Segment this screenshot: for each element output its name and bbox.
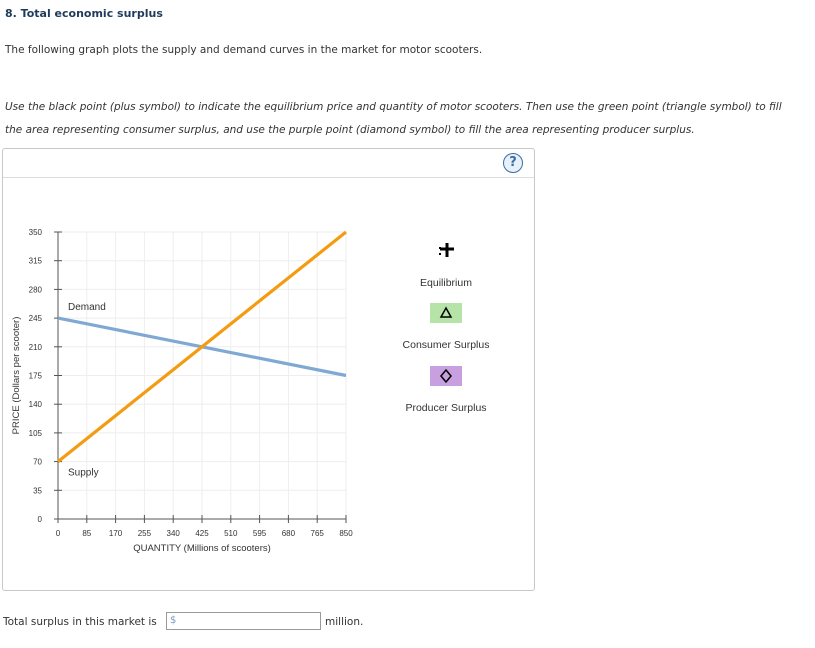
- graph-panel: [2, 148, 535, 591]
- question-title: 8. Total economic surplus: [5, 7, 163, 20]
- total-surplus-label: Total surplus in this market is: [3, 616, 157, 628]
- y-axis-label: PRICE (Dollars per scooter): [11, 316, 22, 435]
- x-tick-label: 595: [252, 529, 267, 538]
- total-surplus-input[interactable]: [181, 613, 319, 629]
- dollar-prefix: $: [170, 615, 177, 626]
- instructions-line-2: the area representing consumer surplus, and use the purple point (diamond symbol) to fill the area representing producer surplus.: [5, 124, 695, 136]
- intro-text: The following graph plots the supply and demand curves in the market for motor scooters.: [5, 44, 483, 56]
- triangle-icon: [430, 303, 462, 323]
- y-tick-label: 175: [28, 371, 42, 381]
- demand-label: Demand: [68, 302, 106, 314]
- x-tick-label: 0: [55, 529, 61, 538]
- diamond-icon: [430, 366, 462, 386]
- x-tick-label: 765: [310, 529, 324, 538]
- producer-surplus-label: Producer Surplus: [405, 402, 487, 414]
- x-tick-label: 425: [195, 529, 209, 538]
- y-tick-label: 140: [28, 400, 42, 410]
- labels: [11, 228, 353, 554]
- supply-label: Supply: [68, 467, 99, 479]
- y-tick-label: 105: [28, 428, 42, 438]
- y-tick-label: 280: [28, 285, 42, 295]
- x-tick-label: 85: [82, 529, 92, 538]
- consumer-surplus-tool[interactable]: [430, 303, 462, 323]
- help-button[interactable]: ?: [503, 153, 523, 173]
- y-tick-label: 35: [33, 486, 42, 496]
- x-tick-label: 680: [281, 529, 296, 538]
- consumer-surplus-label: Consumer Surplus: [402, 339, 490, 351]
- y-tick-label: 210: [28, 342, 42, 352]
- producer-surplus-tool[interactable]: [430, 366, 462, 386]
- equilibrium-label: Equilibrium: [420, 277, 472, 289]
- y-tick-label: 315: [28, 256, 42, 266]
- grid: [58, 232, 346, 519]
- y-tick-label: 0: [37, 515, 42, 524]
- instructions-line-1: Use the black point (plus symbol) to indicate the equilibrium price and quantity of motor scooters. Then use the green point (triangle symbol) to fill: [5, 101, 782, 113]
- x-tick-label: 850: [339, 529, 353, 538]
- plus-icon: [426, 241, 466, 265]
- y-tick-label: 350: [28, 228, 42, 237]
- total-surplus-suffix: million.: [325, 616, 364, 628]
- x-axis-label: QUANTITY (Millions of scooters): [133, 543, 271, 554]
- axes: [54, 232, 346, 523]
- x-tick-label: 170: [108, 529, 123, 538]
- x-tick-label: 255: [137, 529, 152, 538]
- x-tick-label: 340: [166, 529, 180, 538]
- total-surplus-field[interactable]: [166, 612, 321, 630]
- instructions: [5, 96, 811, 142]
- y-tick-label: 70: [33, 457, 42, 467]
- x-tick-label: 510: [224, 529, 238, 538]
- equilibrium-tool[interactable]: [426, 241, 466, 265]
- y-tick-label: 245: [28, 314, 42, 324]
